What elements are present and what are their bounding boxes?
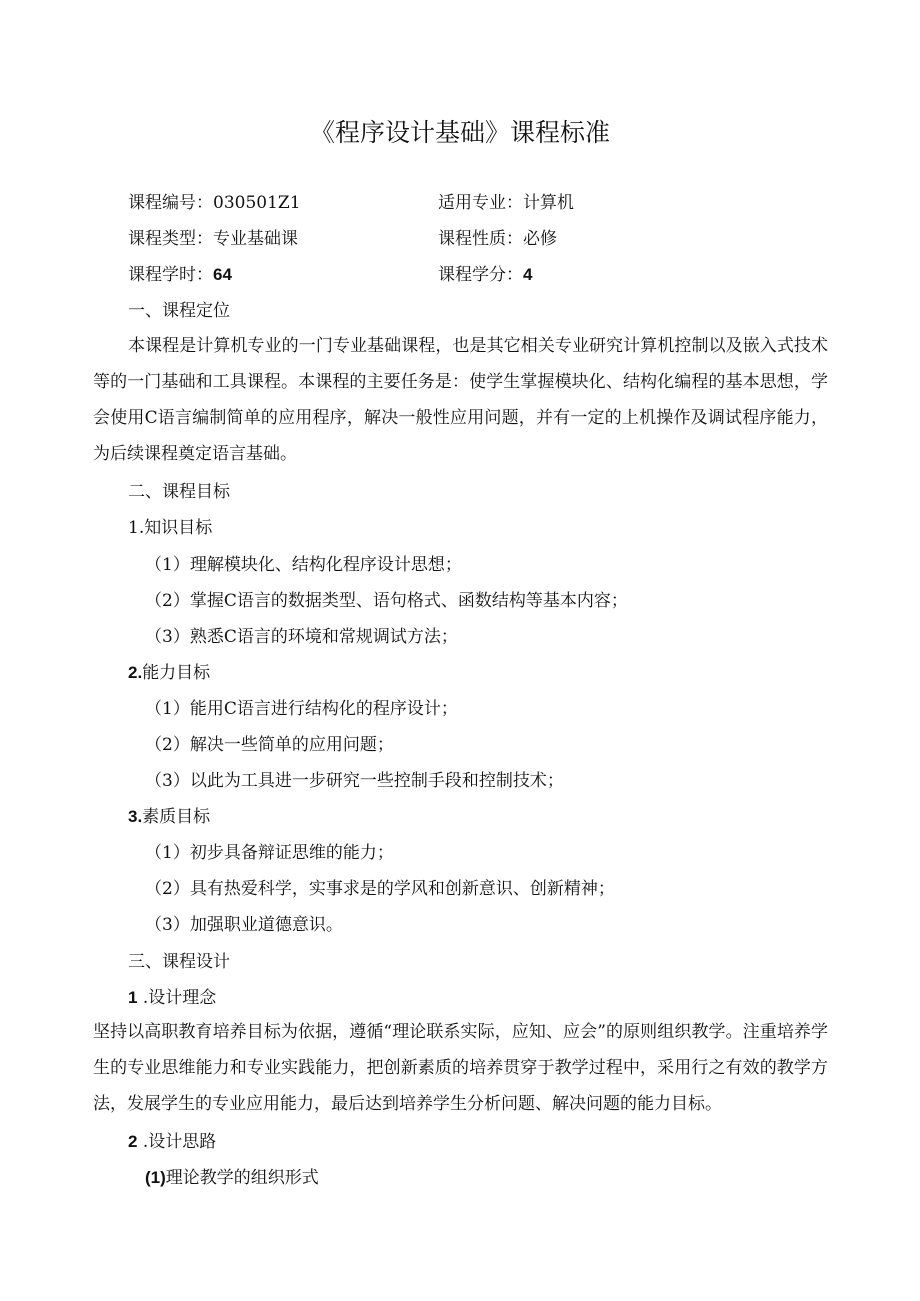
course-major-row	[438, 191, 574, 215]
quality-goals-number: 3.	[128, 807, 143, 826]
course-nature-row	[438, 227, 557, 251]
ability-goal-item: （2）解决一些简单的应用问题；	[145, 735, 394, 755]
knowledge-goals-heading: 1.知识目标	[128, 518, 213, 538]
course-type-value: 专业基础课	[213, 229, 298, 249]
ability-goals-number: 2.	[128, 663, 143, 682]
design-approach-number: 2	[128, 1132, 138, 1151]
page-title: 《程序设计基础》课程标准	[309, 118, 610, 147]
ability-goals-heading	[128, 661, 210, 685]
course-credits-row	[438, 263, 532, 287]
course-nature-label: 课程性质：	[438, 229, 523, 249]
section-2-heading: 二、课程目标	[128, 482, 230, 502]
course-code-value: 030501Z1	[213, 193, 301, 213]
course-hours-row	[128, 263, 232, 287]
quality-goal-item: （3）加强职业道德意识。	[145, 915, 343, 935]
course-hours-value: 64	[213, 265, 232, 284]
knowledge-goal-item: （1）理解模块化、结构化程序设计思想；	[145, 555, 462, 575]
design-concept-text: .设计理念	[137, 988, 217, 1008]
course-code-label: 课程编号：	[128, 193, 213, 213]
design-approach-heading	[128, 1130, 216, 1154]
section-1-body: 本课程是计算机专业的一门专业基础课程，也是其它相关专业研究计算机控制以及嵌入式技术等的一门基础和工具课程。本课程的主要任务是：使学生掌握模块化、结构化编程的基本思想，学会使用C语言编制简单的应用程序，解决一般性应用问题，并有一定的上机操作及调试程序能力，为后续课程奠定语言基础。	[93, 336, 828, 464]
course-code-row	[128, 191, 301, 215]
theory-teaching-text: 理论教学的组织形式	[165, 1168, 319, 1188]
design-concept-heading	[128, 986, 216, 1010]
ability-goal-item: （1）能用C语言进行结构化的程序设计；	[145, 699, 458, 719]
design-concept-number: 1	[128, 988, 138, 1007]
course-type-row	[128, 227, 298, 251]
course-major-label: 适用专业：	[438, 193, 523, 213]
course-major-value: 计算机	[523, 193, 574, 213]
section-3-heading: 三、课程设计	[128, 952, 230, 972]
design-concept-body: 坚持以高职教育培养目标为依据，遵循“理论联系实际，应知、应会”的原则组织教学。注重培养学生的专业思维能力和专业实践能力，把创新素质的培养贯穿于教学过程中，采用行之有效的教学方法，发展学生的专业应用能力，最后达到培养学生分析问题、解决问题的能力目标。	[93, 1022, 828, 1114]
quality-goals-heading	[128, 805, 210, 829]
course-type-label: 课程类型：	[128, 229, 213, 249]
design-approach-text: .设计思路	[137, 1132, 217, 1152]
knowledge-goal-item: （2）掌握C语言的数据类型、语句格式、函数结构等基本内容；	[145, 591, 628, 611]
theory-teaching-heading	[145, 1166, 319, 1190]
section-1-heading: 一、课程定位	[128, 301, 230, 321]
course-hours-label: 课程学时：	[128, 265, 213, 285]
course-credits-label: 课程学分：	[438, 265, 523, 285]
quality-goal-item: （2）具有热爱科学，实事求是的学风和创新意识、创新精神；	[145, 879, 615, 899]
course-nature-value: 必修	[523, 229, 557, 249]
knowledge-goal-item: （3）熟悉C语言的环境和常规调试方法；	[145, 627, 458, 647]
theory-teaching-number: (1)	[145, 1168, 166, 1187]
course-credits-value: 4	[523, 265, 533, 284]
ability-goals-text: 能力目标	[142, 663, 211, 683]
quality-goal-item: （1）初步具备辩证思维的能力；	[145, 843, 394, 863]
ability-goal-item: （3）以此为工具进一步研究一些控制手段和控制技术；	[145, 771, 564, 791]
quality-goals-text: 素质目标	[142, 807, 211, 827]
